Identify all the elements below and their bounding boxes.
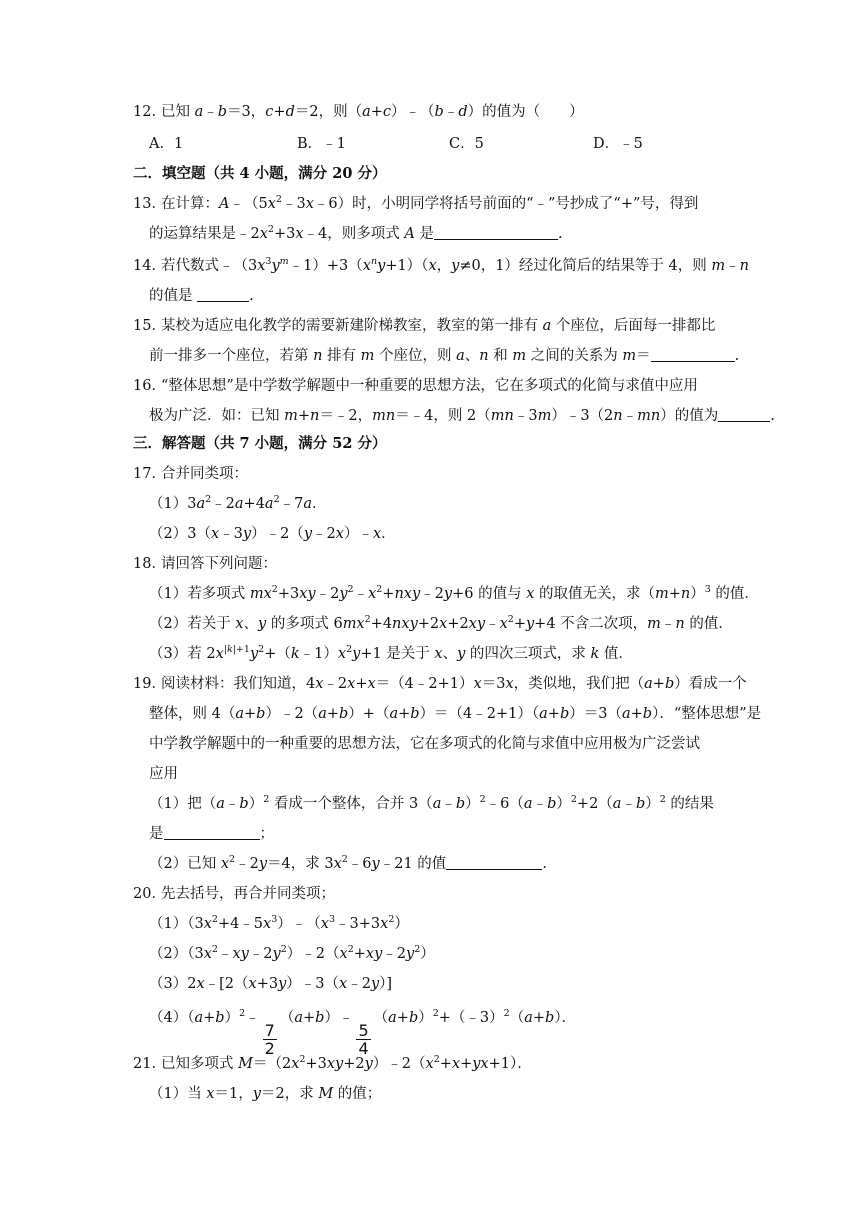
q17-stem: 合并同类项： xyxy=(161,466,248,482)
q15-line2-text: 前一排多一个座位，若第 n 排有 m 个座位，则 a、n 和 m 之间的关系为 m＝ xyxy=(149,348,651,364)
q14-answer-blank[interactable] xyxy=(197,287,249,302)
q13-line2-text: 的运算结果是$﹣2x^2+3x﹣4$，则多项式 A 是 xyxy=(149,224,434,242)
q16-answer-blank[interactable] xyxy=(718,407,770,422)
section-answer-title: 三．解答题（共 7 小题，满分 52 分） xyxy=(133,435,387,452)
q13-number: 13． xyxy=(133,196,166,212)
q18-part-2: （2）若关于 x、y 的多项式 $6mx^2+4nxy+2x+2xy﹣x^2+y+4$ 不含二次项，m﹣n 的值． xyxy=(149,614,733,632)
q12-option-b: B．﹣1 xyxy=(297,136,346,152)
q21-part-1: （1）当 x＝1，y＝2，求 M 的值； xyxy=(149,1086,382,1102)
q15-line2 xyxy=(149,346,739,366)
q17-part-2: （2）3（x﹣3y）﹣2（y﹣2x）﹣x． xyxy=(149,526,396,542)
q20-part-1: $(1)(3x^2+4﹣5x^3)﹣(x^3﹣3+3x^2)$ xyxy=(149,914,409,932)
q14-line1: 若代数式$﹣(3x^3y^m﹣1)+3(x^ny+1)(x$，y≠0，1）经过化简后的结果等于 4，则 m﹣n xyxy=(161,256,749,274)
q17-number: 17． xyxy=(133,466,166,482)
q14-end: . xyxy=(249,288,254,304)
q19-part-1-line1: （1）把（a﹣b）$^2$ 看成一个整体，合并 3（a﹣b）$^2$﹣6（a﹣b）$^2$+2（a﹣b）$^2$ 的结果 xyxy=(149,794,714,812)
q18-part-3: （3）若 $2x^{|k|+1}y^2+(k﹣1)x^2y+1$ 是关于 x、y 的四次三项式，求 k 值． xyxy=(149,644,633,662)
q19-line2: 整体，则 4（a+b）﹣2（a+b）+（a+b）＝（4﹣2+1）（a+b）＝3（a+b）．“整体思想”是 xyxy=(149,706,762,722)
q12-option-d: D．﹣5 xyxy=(593,136,643,152)
q19-number: 19． xyxy=(133,676,166,692)
q12-option-a: A．1 xyxy=(149,136,184,152)
q20-part-4 xyxy=(149,1008,576,1057)
q13-line2 xyxy=(149,224,563,244)
q20-part-4-c: $(a+b)^2+(﹣3)^2(a+b)$． xyxy=(373,1008,577,1026)
q19-part-1-answer-blank[interactable] xyxy=(164,825,260,840)
q21-stem: 已知多项式 $M=(2x^2+3xy+2y)﹣2(x^2+x+yx+1)$． xyxy=(161,1054,532,1072)
fraction-5-4-denominator: 4 xyxy=(358,1039,369,1058)
q13-answer-blank[interactable] xyxy=(434,225,558,240)
fraction-7-2-numerator: 7 xyxy=(264,1021,275,1040)
fraction-5-4-numerator: 5 xyxy=(358,1021,369,1040)
q19-part-1-line2 xyxy=(149,824,274,844)
q18-stem: 请回答下列问题： xyxy=(161,556,277,572)
q16-number: 16． xyxy=(133,378,166,394)
q19-part-1-prefix: 是 xyxy=(149,826,164,842)
q19-part-2-end: . xyxy=(542,856,547,872)
q16-line1: “整体思想”是中学数学解题中一种重要的思想方法，它在多项式的化简与求值中应用 xyxy=(161,378,698,394)
fraction-7-2-denominator: 2 xyxy=(264,1039,275,1058)
q19-line4: 应用 xyxy=(149,766,178,782)
q13-line1: 在计算：$A﹣(5x^2﹣3x﹣6)$时，小明同学将括号前面的“﹣”号抄成了“+”号，得到 xyxy=(161,194,699,212)
q18-part-1: （1）若多项式 $mx^2+3xy﹣2y^2﹣x^2+nxy﹣2y+6$ 的值与 x 的取值无关，求$(m+n)^3$ 的值． xyxy=(149,584,759,602)
q20-part-4-a: $(4)(a+b)^2﹣$ xyxy=(149,1008,260,1026)
q15-number: 15． xyxy=(133,318,166,334)
q19-part-2-text: （2）已知 $x^2﹣2y=4$，求 $3x^2﹣6y﹣21$ 的值 xyxy=(149,854,447,872)
q16-end: . xyxy=(770,408,775,424)
q19-part-2 xyxy=(149,854,547,874)
q18-number: 18． xyxy=(133,556,166,572)
q19-part-2-answer-blank[interactable] xyxy=(446,855,542,870)
q17-part-1: $(1)3a^2﹣2a+4a^2﹣7a$． xyxy=(149,494,327,512)
section-fill-in-title: 二．填空题（共 4 小题，满分 20 分） xyxy=(133,165,387,182)
q14-number: 14． xyxy=(133,258,166,274)
q16-line2 xyxy=(149,406,775,426)
q14-line2 xyxy=(149,286,254,306)
q15-answer-blank[interactable] xyxy=(651,347,735,362)
q19-line1: 阅读材料：我们知道，4x﹣2x+x＝（4﹣2+1）x＝3x，类似地，我们把（a+b）看成一个 xyxy=(161,676,747,692)
q16-line2-text: 极为广泛．如：已知 m+n＝﹣2，mn＝﹣4，则 2（mn﹣3m）﹣3（2n﹣mn）的值为 xyxy=(149,408,719,424)
q20-stem: 先去括号，再合并同类项； xyxy=(161,886,335,902)
q13-end: . xyxy=(557,226,563,242)
q20-part-2: $(2)(3x^2﹣xy﹣2y^2)﹣2(x^2+xy﹣2y^2)$ xyxy=(149,944,435,962)
q19-part-1-end: ； xyxy=(259,826,274,842)
fraction-7-2 xyxy=(263,1022,277,1057)
q14-line2-text: 的值是 xyxy=(149,288,198,304)
q15-line1: 某校为适应电化教学的需要新建阶梯教室，教室的第一排有 a 个座位，后面每一排都比 xyxy=(161,318,716,334)
q12-option-c: C．5 xyxy=(449,136,484,152)
q15-end: . xyxy=(734,348,740,364)
q20-part-4-b: （a+b）﹣ xyxy=(279,1010,354,1026)
q21-number: 21． xyxy=(133,1056,166,1072)
fraction-5-4 xyxy=(356,1022,370,1057)
q20-number: 20． xyxy=(133,886,166,902)
q12-stem: 已知 a﹣b＝3，c+d＝2，则（a+c）﹣（b﹣d）的值为（ ） xyxy=(161,104,584,120)
q19-line3: 中学教学解题中的一种重要的思想方法，它在多项式的化简与求值中应用极为广泛尝试 xyxy=(149,736,700,752)
q20-part-3: （3）2x﹣[2（x+3y）﹣3（x﹣2y）] xyxy=(149,976,393,992)
q12-number: 12． xyxy=(133,104,166,120)
